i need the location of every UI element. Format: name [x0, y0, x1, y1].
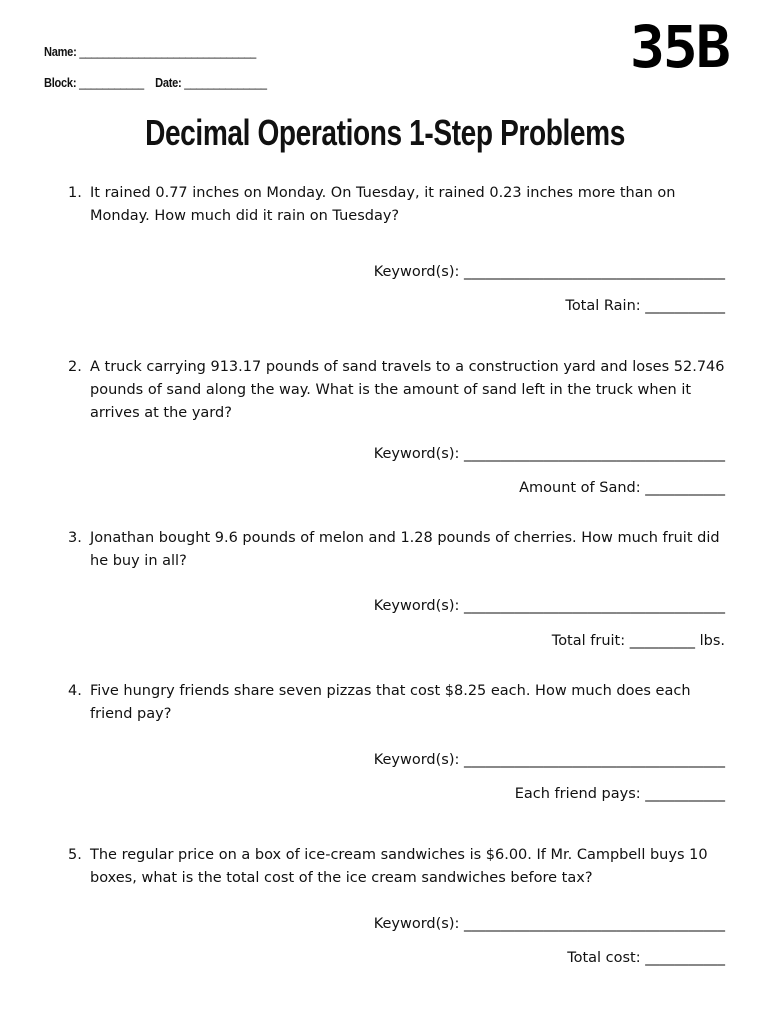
date-label: Date: — [155, 75, 182, 90]
problem-text: It rained 0.77 inches on Monday. On Tuesday, it rained 0.23 inches more than on Monday. How much did it rain on Tuesday? — [90, 185, 676, 224]
answer-line-1[interactable]: Total Rain: ___________ — [565, 298, 725, 314]
problem-2 — [68, 356, 728, 425]
problem-number: 3. — [68, 530, 82, 546]
problem-3 — [68, 527, 728, 573]
keyword-line-3[interactable]: Keyword(s): ____________________________________ — [373, 598, 725, 614]
problem-1 — [68, 182, 728, 228]
name-field[interactable] — [44, 44, 256, 59]
answer-line-5[interactable]: Total cost: ___________ — [567, 950, 725, 966]
problem-text: Five hungry friends share seven pizzas that cost $8.25 each. How much does each friend pay? — [90, 683, 691, 722]
problem-text: A truck carrying 913.17 pounds of sand travels to a construction yard and loses 52.746 pounds of sand along the way. What is the amount of sand left in the truck when it arrives at the yard? — [90, 359, 725, 421]
problem-number: 5. — [68, 847, 82, 863]
name-line[interactable]: ______________________________ — [79, 44, 257, 59]
name-label: Name: — [44, 44, 77, 59]
page-title: Decimal Operations 1-Step Problems — [145, 112, 625, 153]
answer-line-4[interactable]: Each friend pays: ___________ — [514, 786, 725, 802]
block-line[interactable]: ___________ — [79, 75, 144, 90]
date-line[interactable]: ______________ — [184, 75, 267, 90]
problem-text: Jonathan bought 9.6 pounds of melon and 1.28 pounds of cherries. How much fruit did he buy in all? — [90, 530, 720, 569]
keyword-line-1[interactable]: Keyword(s): ____________________________________ — [373, 264, 725, 280]
keyword-line-2[interactable]: Keyword(s): ____________________________________ — [373, 446, 725, 462]
block-date-row — [44, 75, 267, 90]
problem-text: The regular price on a box of ice-cream sandwiches is $6.00. If Mr. Campbell buys 10 boxes, what is the total cost of the ice cream sandwiches before tax? — [90, 847, 708, 886]
keyword-line-5[interactable]: Keyword(s): ____________________________________ — [373, 916, 725, 932]
answer-line-2[interactable]: Amount of Sand: ___________ — [519, 480, 725, 496]
keyword-line-4[interactable]: Keyword(s): ____________________________________ — [373, 752, 725, 768]
problem-number: 2. — [68, 359, 82, 375]
problem-4 — [68, 680, 728, 726]
problem-number: 1. — [68, 185, 82, 201]
answer-line-3[interactable]: Total fruit: _________ lbs. — [551, 633, 725, 649]
block-label: Block: — [44, 75, 77, 90]
problem-number: 4. — [68, 683, 82, 699]
problem-5 — [68, 844, 728, 890]
worksheet-badge: 35B — [630, 13, 729, 81]
